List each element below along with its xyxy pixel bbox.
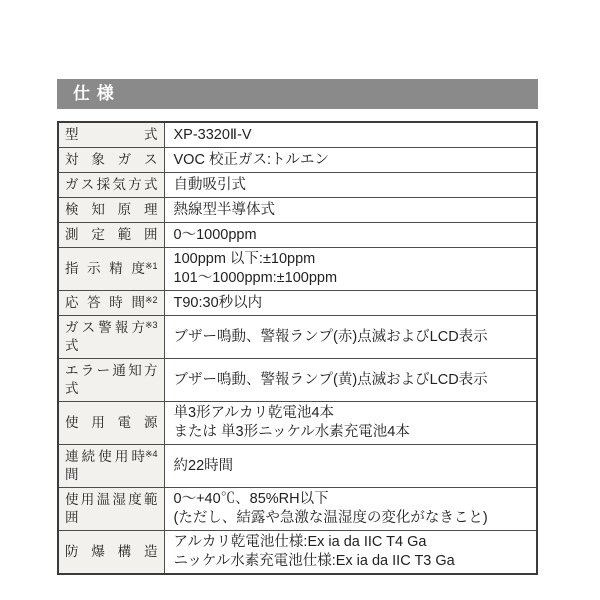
- spec-value-cell: [164, 248, 537, 291]
- spec-value: (ただし、結露や急激な温湿度の変化がなきこと): [173, 510, 488, 526]
- spec-value-cell: [164, 488, 537, 531]
- spec-label: 型式: [65, 127, 158, 142]
- spec-section: [57, 79, 538, 575]
- section-title: 仕 様: [73, 84, 115, 103]
- spec-value: 101〜1000ppm:±100ppm: [173, 270, 338, 286]
- spec-value-cell: [164, 291, 537, 316]
- spec-label: 測定範囲: [65, 227, 158, 242]
- spec-value-cell: [164, 531, 537, 575]
- spec-value: 100ppm 以下:±10ppm: [173, 251, 316, 267]
- spec-label: 防爆構造: [65, 544, 158, 559]
- spec-value-cell: [164, 445, 537, 488]
- spec-value: 自動吸引式: [173, 176, 246, 193]
- table-row-explosion-proof: [58, 531, 537, 575]
- spec-value: 0〜1000ppm: [173, 226, 257, 243]
- spec-label-cell: [58, 291, 164, 316]
- spec-value: 単3形アルカリ乾電池4本: [173, 405, 335, 421]
- spec-value: VOC 校正ガス:トルエン: [173, 151, 329, 168]
- spec-label: 使用電源: [65, 415, 158, 430]
- spec-label-cell: [58, 316, 164, 359]
- spec-label-cell: [58, 248, 164, 291]
- spec-label-cell: [58, 531, 164, 575]
- table-row-error-notice: [58, 359, 537, 402]
- spec-value: XP-3320Ⅱ-V: [173, 126, 252, 143]
- spec-label: ガス採気方式: [65, 177, 158, 192]
- table-row-accuracy: [58, 248, 537, 291]
- footnote-marker: ※3: [144, 320, 158, 330]
- spec-value: または 単3形ニッケル水素充電池4本: [173, 424, 410, 440]
- spec-value: アルカリ乾電池仕様:Ex ia da IIC T4 Ga: [173, 534, 427, 550]
- footnote-marker: ※2: [144, 295, 158, 305]
- spec-value: 約22時間: [173, 457, 234, 474]
- spec-label: エラー通知方式: [65, 363, 158, 396]
- spec-value-cell: [164, 148, 537, 173]
- spec-label: 連続使用時間: [65, 449, 145, 482]
- spec-label: 応答時間: [65, 295, 145, 310]
- spec-label-cell: [58, 198, 164, 223]
- table-row-model: [58, 122, 537, 148]
- spec-value: T90:30秒以内: [173, 294, 263, 311]
- table-row-detection-principle: [58, 198, 537, 223]
- spec-value-cell: [164, 316, 537, 359]
- spec-label-cell: [58, 359, 164, 402]
- spec-value-cell: [164, 223, 537, 248]
- table-row-target-gas: [58, 148, 537, 173]
- section-title-bar: [57, 79, 538, 109]
- spec-value-cell: [164, 198, 537, 223]
- spec-label: 対象ガス: [65, 152, 158, 167]
- spec-label-cell: [58, 148, 164, 173]
- spec-value: 熱線型半導体式: [173, 201, 275, 218]
- spec-label: 指示精度: [65, 261, 145, 276]
- spec-value-cell: [164, 402, 537, 445]
- table-row-gas-alarm: [58, 316, 537, 359]
- footnote-marker: ※4: [144, 449, 158, 459]
- spec-label-cell: [58, 445, 164, 488]
- spec-label-cell: [58, 488, 164, 531]
- table-row-power: [58, 402, 537, 445]
- table-row-response-time: [58, 291, 537, 316]
- spec-label: 検知原理: [65, 202, 158, 217]
- spec-value: ニッケル水素充電池仕様:Ex ia da IIC T3 Ga: [173, 553, 455, 569]
- spec-table: [57, 121, 538, 575]
- footnote-marker: ※1: [144, 261, 158, 271]
- table-row-sampling: [58, 173, 537, 198]
- spec-value: ブザー鳴動、警報ランプ(黄)点滅およびLCD表示: [173, 371, 488, 388]
- spec-value-cell: [164, 122, 537, 148]
- spec-label: 使用温湿度範囲: [65, 492, 158, 525]
- spec-label-cell: [58, 223, 164, 248]
- spec-label-cell: [58, 173, 164, 198]
- table-row-temp-humidity: [58, 488, 537, 531]
- table-row-measuring-range: [58, 223, 537, 248]
- spec-value: 0〜+40℃、85%RH以下: [173, 491, 329, 507]
- spec-label: ガス警報方式: [65, 320, 145, 353]
- spec-value-cell: [164, 173, 537, 198]
- table-row-continuous-use: [58, 445, 537, 488]
- spec-label-cell: [58, 122, 164, 148]
- spec-value-cell: [164, 359, 537, 402]
- spec-label-cell: [58, 402, 164, 445]
- spec-value: ブザー鳴動、警報ランプ(赤)点滅およびLCD表示: [173, 328, 488, 345]
